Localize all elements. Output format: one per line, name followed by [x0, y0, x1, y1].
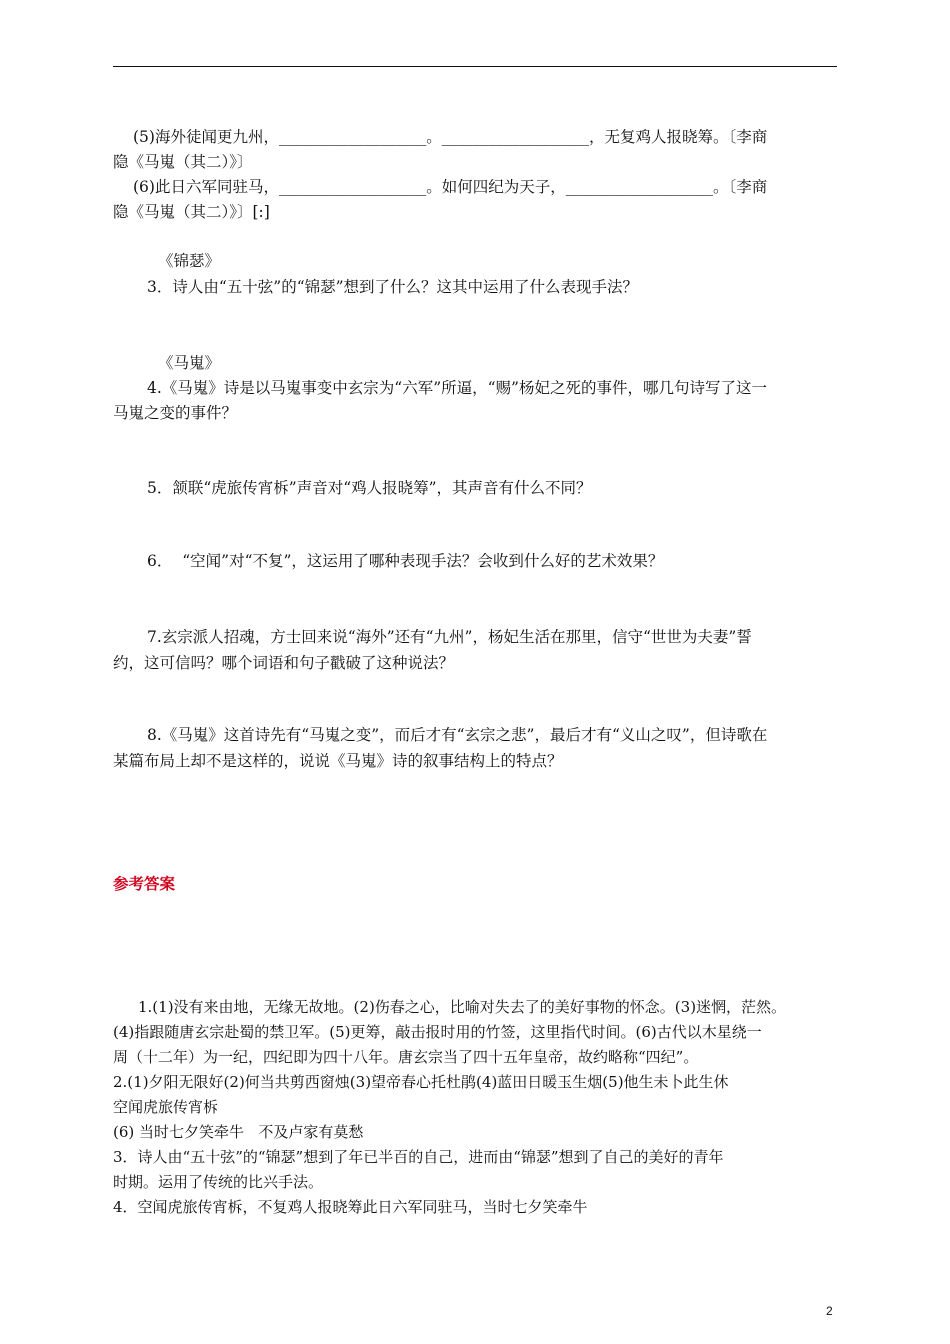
- answer-2-line2: 空闻虎旅传宵柝: [113, 1098, 219, 1116]
- fill-item-5-line2: 隐《马嵬（其二）》〕: [113, 153, 253, 171]
- answer-4: 4．空闻虎旅传宵柝，不复鸡人报晓筹此日六军同驻马，当时七夕笑牵牛: [113, 1198, 588, 1216]
- answer-3-line1: 3．诗人由“五十弦”的“锦瑟”想到了年已半百的自己，进而由“锦瑟”想到了自己的美好的青年: [113, 1148, 724, 1166]
- answer-1-line3: 周（十二年）为一纪，四纪即为四十八年。唐玄宗当了四十五年皇帝，故约略称“四纪”。: [113, 1048, 699, 1066]
- question-4-line2: 马嵬之变的事件？: [113, 404, 238, 422]
- section-title-jinse: 《锦瑟》: [158, 252, 221, 270]
- question-6: 6． “空闻”对“不复”，这运用了哪种表现手法？会收到什么好的艺术效果？: [147, 552, 664, 570]
- page-number: 2: [826, 1304, 833, 1318]
- question-5: 5．颔联“虎旅传宵柝”声音对“鸡人报晓筹”，其声音有什么不同？: [147, 479, 592, 497]
- fill-item-6-line2: 隐《马嵬（其二）》〕[:]: [113, 203, 270, 221]
- section-title-mawei: 《马嵬》: [158, 354, 221, 372]
- answer-2-line1: 2.(1)夕阳无限好(2)何当共剪西窗烛(3)望帝春心托杜鹃(4)蓝田日暖玉生烟(5)他生未卜此生休: [113, 1073, 729, 1091]
- question-8-line2: 某篇布局上却不是这样的，说说《马嵬》诗的叙事结构上的特点？: [113, 752, 563, 770]
- header-rule: [113, 66, 837, 67]
- question-7-line1: 7.玄宗派人招魂，方士回来说“海外”还有“九州”，杨妃生活在那里，信守“世世为夫妻”誓: [147, 628, 752, 646]
- answer-2-line3: (6) 当时七夕笑牵牛 不及卢家有莫愁: [113, 1123, 364, 1141]
- question-7-line2: 约，这可信吗？哪个词语和句子戳破了这种说法？: [113, 654, 455, 672]
- question-3: 3．诗人由“五十弦”的“锦瑟”想到了什么？这其中运用了什么表现手法？: [147, 278, 639, 296]
- answer-1-line2: (4)指跟随唐玄宗赴蜀的禁卫军。(5)更筹，敲击报时用的竹签，这里指代时间。(6)古代以木星绕一: [113, 1023, 762, 1041]
- answer-1-line1: 1.(1)没有来由地，无缘无故地。(2)伤春之心，比喻对失去了的美好事物的怀念。(3)迷惘，茫然。: [138, 998, 787, 1016]
- fill-item-5-line1: (5)海外徒闻更九州，___________________。___________________，无复鸡人报晓筹。〔李商: [133, 128, 768, 146]
- question-4-line1: 4.《马嵬》诗是以马嵬事变中玄宗为“六军”所逼，“赐”杨妃之死的事件，哪几句诗写了这一: [147, 379, 767, 397]
- answers-heading: 参考答案: [113, 874, 176, 893]
- question-8-line1: 8.《马嵬》这首诗先有“马嵬之变”，而后才有“玄宗之悲”，最后才有“义山之叹”，但诗歌在: [147, 726, 768, 744]
- fill-item-6-line1: (6)此日六军同驻马，___________________。如何四纪为天子，___________________。〔李商: [133, 178, 768, 196]
- answer-3-line2: 时期。运用了传统的比兴手法。: [113, 1173, 324, 1191]
